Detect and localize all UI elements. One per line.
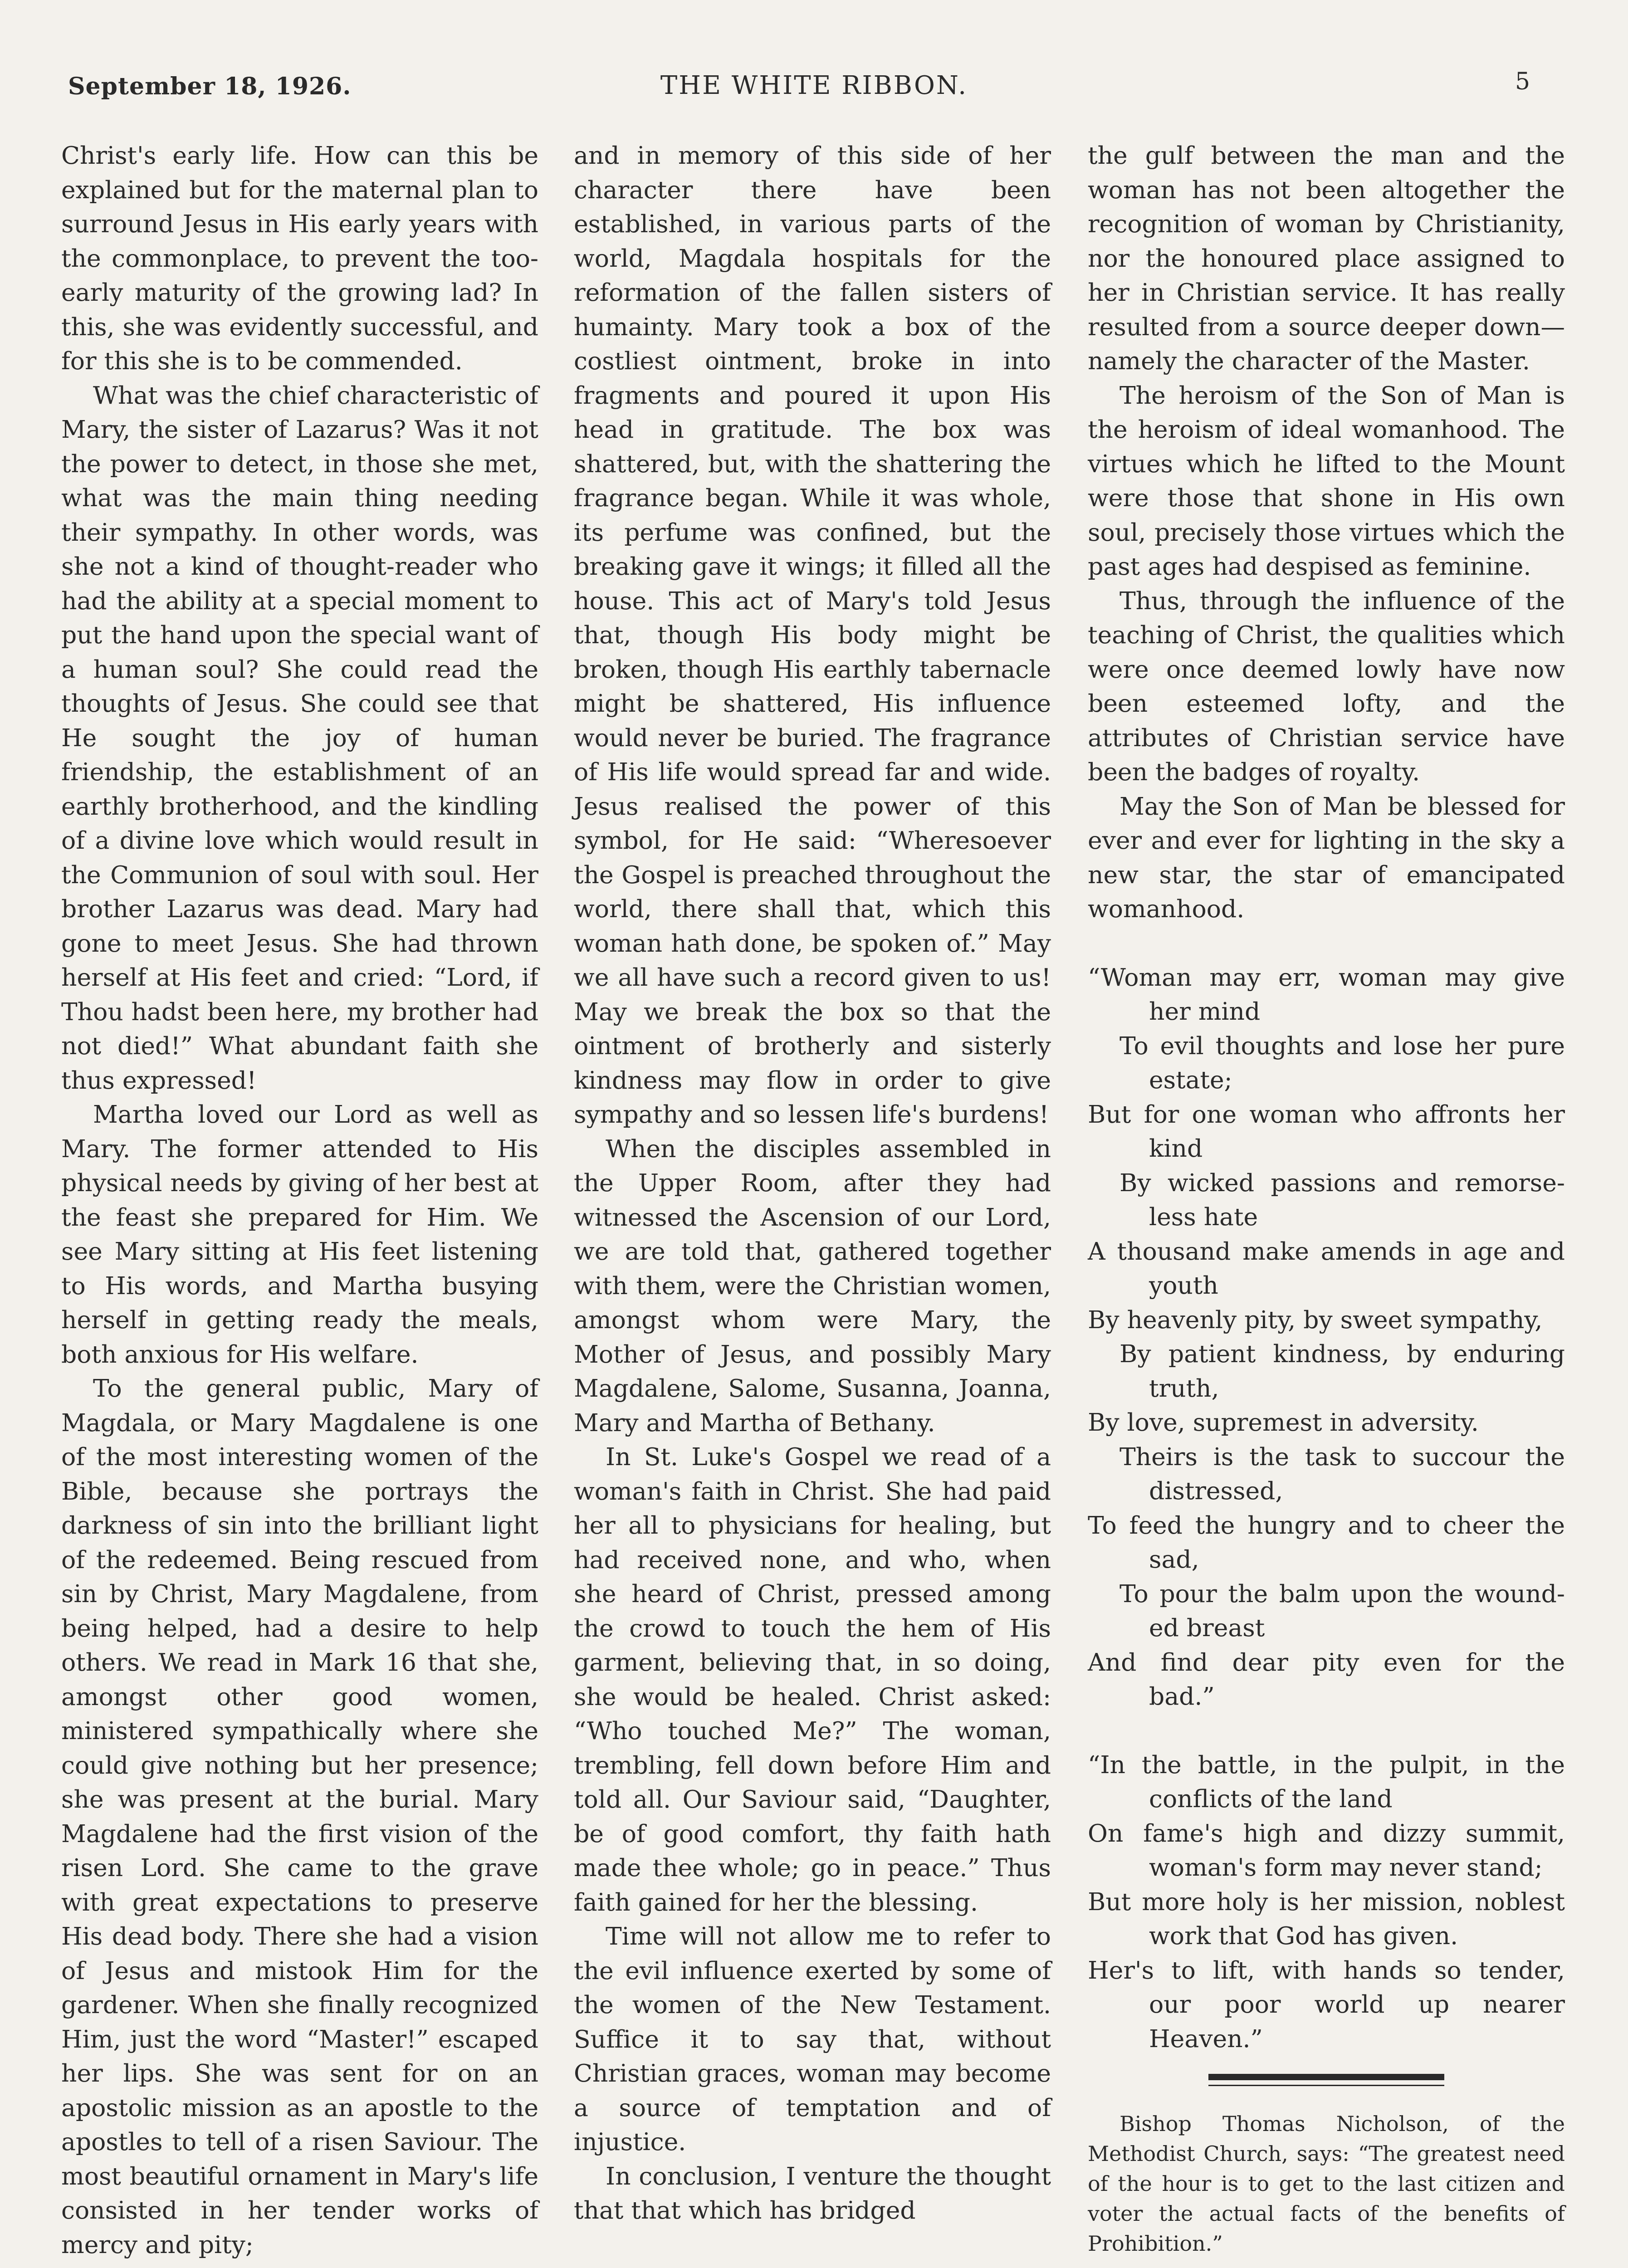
poem-line-continuation: truth, [1149, 1374, 1219, 1403]
paragraph: The heroism of the Son of Man is the heroism of ideal womanhood. The virtues which he lifted to the Mount were those that shone in His own soul, precisely those virtues which the past ages had despised as feminine. [1088, 381, 1565, 581]
poem-line-continuation: ed breast [1149, 1613, 1265, 1642]
poem-line-continuation: less hate [1149, 1202, 1258, 1231]
paragraph: Bishop Thomas Nicholson, of the Methodist Church, says: “The greatest need of the hour is to get to the last citizen and voter the actual facts of the benefits of Prohibition.” [1088, 2112, 1565, 2256]
poem-line-continuation: conflicts of the land [1149, 1784, 1393, 1813]
poem-line: “Woman may err, woman may give [1088, 963, 1565, 992]
paragraph: Time will not allow me to refer to the evil influence exerted by some of the women of the New Testament. Suffice it to say that, without Christian graces, woman may become a source of temptation and of injustice. [574, 1922, 1051, 2156]
paragraph: In conclusion, I venture the thought that that which has bridged [574, 2161, 1051, 2224]
publication-title: THE WHITE RIBBON. [660, 71, 968, 100]
poem-line: And find dear pity even for the [1088, 1647, 1565, 1677]
poem-line-continuation: kind [1149, 1134, 1203, 1163]
poem-line: To evil thoughts and lose her pure [1120, 1031, 1565, 1060]
poem-line: On fame's high and dizzy summit, [1088, 1818, 1565, 1848]
poem-line: “In the battle, in the pulpit, in the [1088, 1750, 1565, 1779]
poem-line: But for one woman who affronts her [1088, 1100, 1565, 1129]
issue-date: September 18, 1926. [68, 73, 352, 100]
poem-line: Theirs is the task to succour the [1120, 1442, 1565, 1471]
poem-line-continuation: work that God has given. [1149, 1921, 1458, 1950]
poem-line: By wicked passions and remorse- [1120, 1168, 1565, 1197]
paragraph: In St. Luke's Gospel we read of a woman's faith in Christ. She had paid her all to physicians for healing, but had received none, and who, when she heard of Christ, pressed among the crowd to touch the hem of His garment, believing that, in so doing, she would be healed. Christ asked: “Who touched Me?” The woman, trembling, fell down before Him and told all. Our Saviour said, “Daughter, be of good comfort, thy faith hath made thee whole; go in peace.” Thus faith gained for her the blessing. [574, 1442, 1051, 1916]
poem-woman-may-err [1088, 960, 1565, 1714]
paragraph: What was the chief characteristic of Mary, the sister of Lazarus? Was it not the power to detect, in those she met, what was the main thing needing their sympathy. In other words, was she not a kind of thought-reader who had the ability at a special moment to put the hand upon the special want of a human soul? She could read the thoughts of Jesus. She could see that He sought the joy of human friendship, the establishment of an earthly brotherhood, and the kindling of a divine love which would result in the Communion of soul with soul. Her brother Lazarus was dead. Mary had gone to meet Jesus. She had thrown herself at His feet and cried: “Lord, if Thou hadst been here, my brother had not died!” What abundant faith she thus expressed! [61, 381, 538, 1095]
poem-line-continuation: our poor world up nearer Heaven.” [1149, 1990, 1565, 2053]
poem-line-continuation: distressed, [1149, 1476, 1283, 1505]
paragraph: Martha loved our Lord as well as Mary. The former attended to His physical needs by giving of her best at the feast she prepared for Him. We see Mary sitting at His feet listening to His words, and Martha busying herself in getting ready the meals, both anxious for His welfare. [61, 1100, 538, 1369]
poem-line: To pour the balm upon the wound- [1120, 1579, 1565, 1608]
paragraph: May the Son of Man be blessed for ever and ever for lighting in the sky a new star, the star of emancipated womanhood. [1088, 792, 1565, 923]
poem-line: By love, supremest in adversity. [1088, 1408, 1479, 1437]
poem-line: Her's to lift, with hands so tender, [1088, 1955, 1565, 1984]
poem-line: By heavenly pity, by sweet sympathy, [1088, 1305, 1543, 1334]
poem-line: But more holy is her mission, noblest [1088, 1887, 1565, 1916]
nicholson-note [1088, 2109, 1565, 2258]
paragraph: To the general public, Mary of Magdala, or Mary Magdalene is one of the most interesting women of the Bible, because she portrays the darkness of sin into the brilliant light of the redeemed. Being rescued from sin by Christ, Mary Magdalene, from being helped, had a desire to help others. We read in Mark 16 that she, amongst other good women, ministered sympathically where she could give nothing but her presence; she was present at the burial. Mary Magdalene had the first vision of the risen Lord. She came to the grave with great expectations to preserve His dead body. There she had a vision of Jesus and mistook Him for the gardener. When she finally recognized Him, just the word “Master!” escaped her lips. She was sent for on an apostolic mission as an apostle to the apostles to tell of a risen Saviour. The most beautiful ornament in Mary's life consisted in her tender works of mercy and pity; [61, 1374, 538, 2259]
column-2 [574, 138, 1051, 2228]
poem-line-continuation: sad, [1149, 1545, 1199, 1574]
poem-line-continuation: youth [1149, 1271, 1218, 1300]
poem-line-continuation: her mind [1149, 997, 1261, 1026]
poem-line-continuation: estate; [1149, 1066, 1232, 1094]
paragraph: and in memory of this side of her character there have been established, in various parts of the world, Magdala hospitals for the reformation of the fallen sisters of humainty. Mary took a box of the costliest ointment, broke in into fragments and poured it upon His head in gratitude. The box was shattered, but, with the shattering the fragrance began. While it was whole, its perfume was confined, but the breaking gave it wings; it filled all the house. This act of Mary's told Jesus that, though His body might be broken, though His earthly tabernacle might be shattered, His influence would never be buried. The fragrance of His life would spread far and wide. Jesus realised the power of this symbol, for He said: “Wheresoever the Gospel is preached throughout the world, there shall that, which this woman hath done, be spoken of.” May we all have such a record given to us! May we break the box so that the ointment of brotherly and sisterly kindness may flow in order to give sympathy and so lessen life's burdens! [574, 141, 1051, 1129]
poem-line-continuation: bad.” [1149, 1682, 1215, 1711]
paragraph: the gulf between the man and the woman has not been altogether the recognition of woman by Christianity, nor the honoured place assigned to her in Christian service. It has really resulted from a source deeper down—namely the character of the Master. [1088, 141, 1565, 375]
page-number: 5 [1515, 68, 1530, 95]
paragraph: Thus, through the influence of the teaching of Christ, the qualities which were once deemed lowly have now been esteemed lofty, and the attributes of Christian service have been the badges of royalty. [1088, 586, 1565, 786]
poem-line: A thousand make amends in age and [1088, 1237, 1565, 1266]
paragraph: Christ's early life. How can this be explained but for the maternal plan to surround Jesus in His early years with the commonplace, to prevent the too-early maturity of the growing lad? In this, she was evidently successful, and for this she is to be commended. [61, 141, 538, 375]
section-divider [1208, 2074, 1444, 2080]
poem-line: To feed the hungry and to cheer the [1088, 1510, 1565, 1540]
poem-line: By patient kindness, by enduring [1120, 1339, 1565, 1368]
column-1 [61, 138, 538, 2262]
paragraph: When the disciples assembled in the Upper Room, after they had witnessed the Ascension of our Lord, we are told that, gathered together with them, were the Christian women, amongst whom were Mary, the Mother of Jesus, and possibly Mary Magdalene, Salome, Susanna, Joanna, Mary and Martha of Bethany. [574, 1134, 1051, 1437]
poem-line-continuation: woman's form may never stand; [1149, 1853, 1543, 1882]
poem-in-the-battle [1088, 1748, 1565, 2056]
page-header [0, 64, 1628, 109]
column-3 [1088, 138, 1565, 2258]
